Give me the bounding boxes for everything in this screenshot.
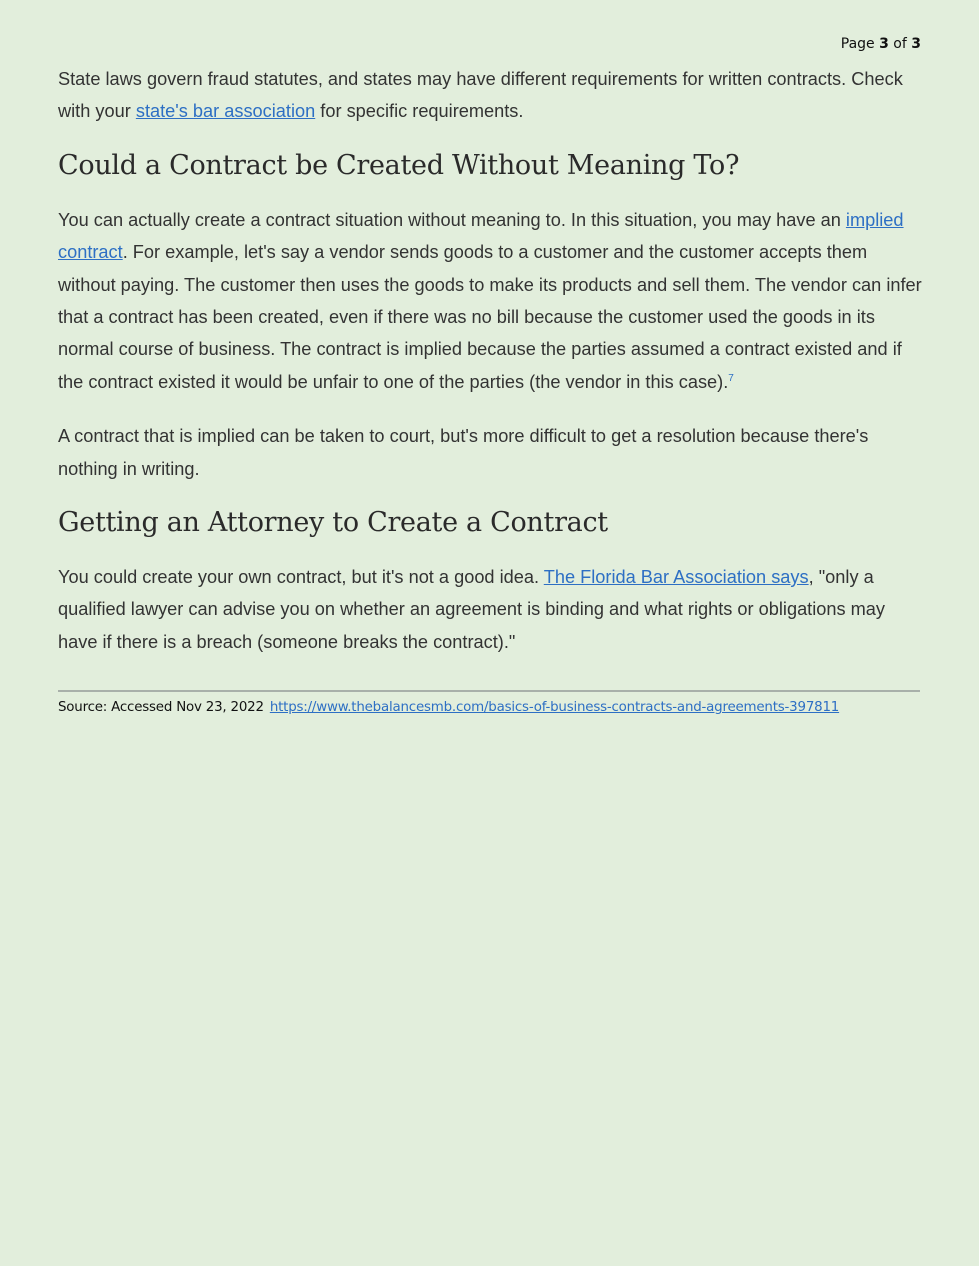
section-heading-attorney: Getting an Attorney to Create a Contract [58,507,608,539]
page-number [841,36,921,52]
attorney-paragraph [58,561,928,658]
court-paragraph: A contract that is implied can be taken to court, but's more difficult to get a resolution because there's nothing in writing. [58,426,869,479]
page-current: 3 [879,36,889,52]
source-label: Source: Accessed Nov 23, 2022 [58,700,264,716]
page-prefix: Page [840,36,880,52]
source-url-link[interactable]: https://www.thebalancesmb.com/basics-of-business-contracts-and-agreements-397811 [269,700,840,716]
state-bar-association-link[interactable]: state's bar association [135,101,316,122]
intro-text-after: for specific requirements. [315,101,524,122]
florida-bar-association-link[interactable]: The Florida Bar Association says [543,567,809,588]
intro-text-before: State laws govern fraud statutes, and states may have different requirements for written contracts. Check with your [58,69,903,122]
intro-paragraph [58,63,928,128]
section-heading-implied-contract: Could a Contract be Created Without Meaning To? [58,149,740,181]
page-of: of [888,36,912,52]
implied-text-after: . For example, let's say a vendor sends goods to a customer and the customer accepts them without paying. The customer then uses the goods to make its products and sell them. The vendor can infer that a contract has been created, even if there was no bill because the customer used the goods in its normal course of business. The contract is implied because the parties assumed a contract existed and if the contract existed it would be unfair to one of the parties (the vendor in this case). [58,242,922,392]
page-total: 3 [911,36,921,52]
document-body [58,63,928,715]
attorney-text-before: You could create your own contract, but it's not a good idea. [58,567,544,588]
implied-text-before: You can actually create a contract situation without meaning to. In this situation, you may have an [58,209,846,230]
footer-divider [58,690,920,692]
implied-contract-link[interactable]: implied contract [58,209,904,263]
footnote-marker[interactable]: 7 [728,372,734,384]
source-line [58,700,928,715]
attorney-text-after: , "only a qualified lawyer can advise you on whether an agreement is binding and what rights or obligations may have if there is a breach (someone breaks the contract)." [58,567,886,652]
implied-contract-paragraph [58,204,928,398]
